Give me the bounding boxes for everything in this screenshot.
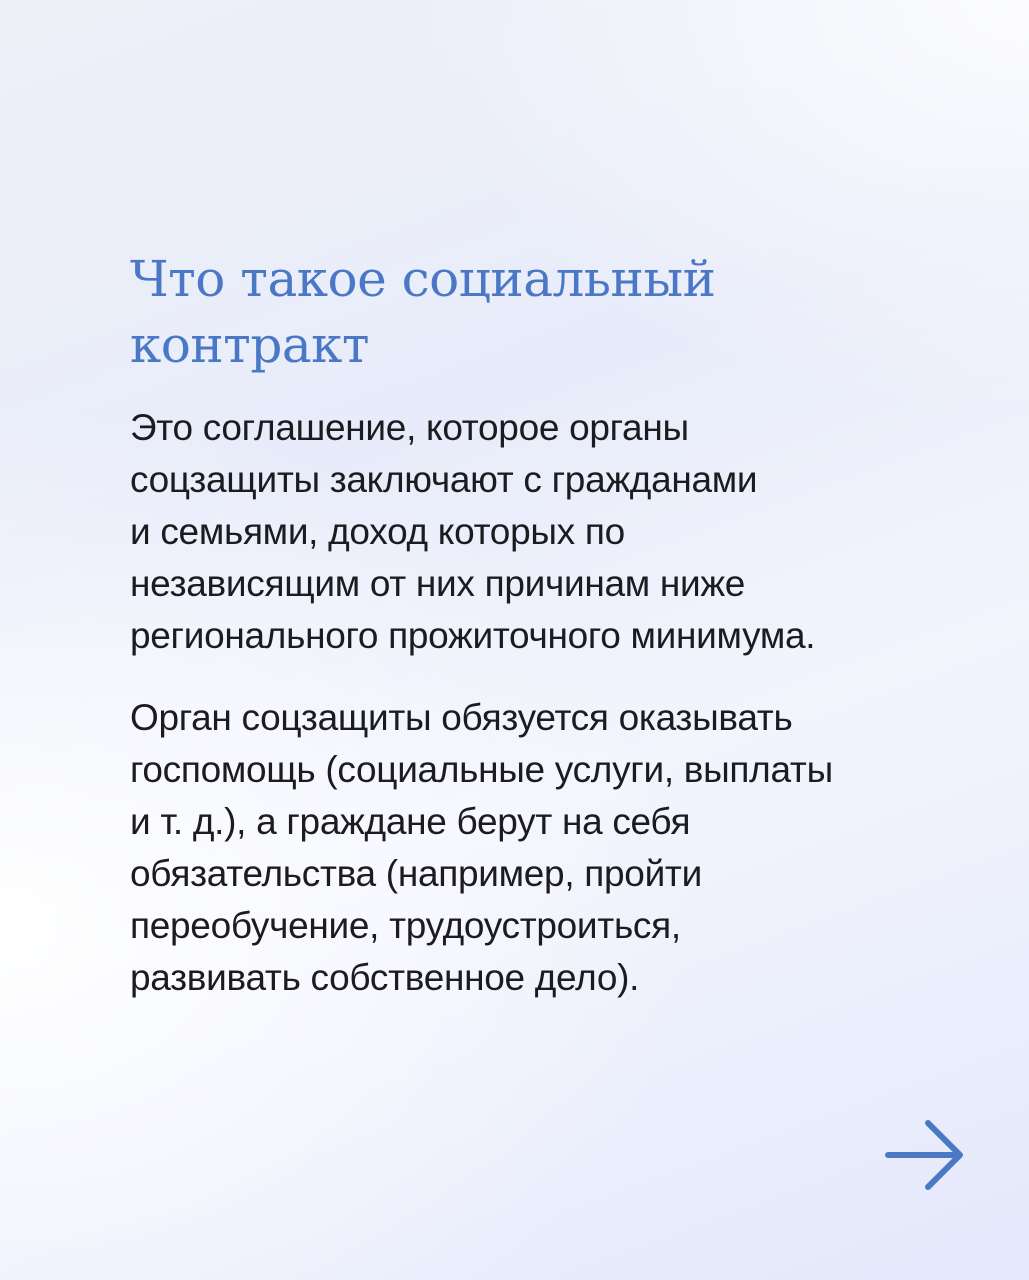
paragraph-obligations: Орган соцзащиты обязуется оказывать госпомощь (социальные услуги, выплаты и т. д.), а граждане берут на себя обязательства (например, пройти переобучение, трудоустроиться, развивать собственное дело). [130,697,833,998]
paragraph-definition: Это соглашение, которое органы соцзащиты заключают с гражданами и семьями, доход которых по независящим от них причинам ниже регионального прожиточного минимума. [130,407,816,656]
next-slide-button[interactable] [884,1115,966,1195]
arrow-right-icon [884,1115,966,1195]
slide-content [130,246,990,1034]
slide-title: Что такое социальный контракт [130,250,716,374]
